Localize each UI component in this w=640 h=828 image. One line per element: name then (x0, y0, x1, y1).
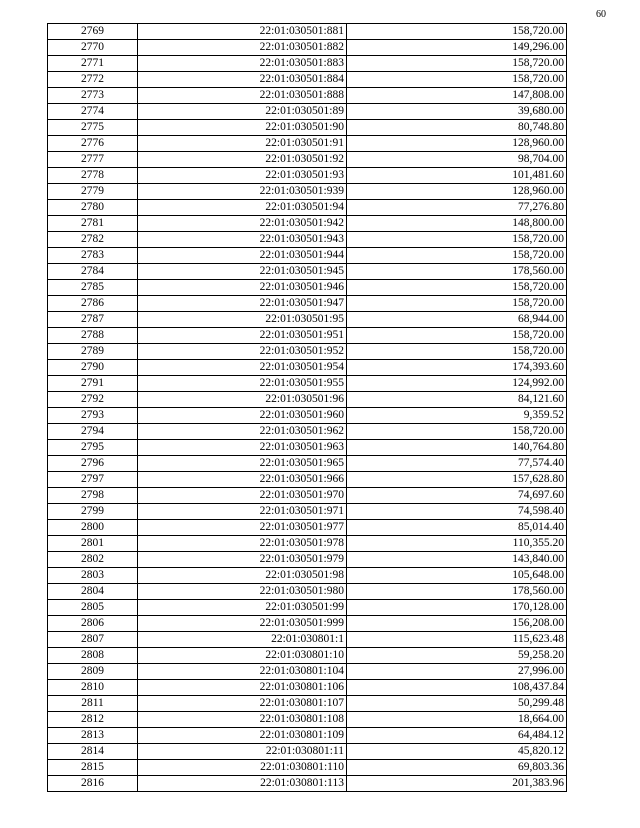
table-row (48, 360, 567, 376)
cadastral-number-cell: 22:01:030801:109 (138, 728, 347, 744)
value-cell: 178,560.00 (347, 584, 567, 600)
row-number-cell: 2805 (48, 600, 138, 616)
table-row (48, 56, 567, 72)
row-number-cell: 2780 (48, 200, 138, 216)
row-number-cell: 2795 (48, 440, 138, 456)
table-row (48, 648, 567, 664)
row-number-cell: 2799 (48, 504, 138, 520)
row-number-cell: 2782 (48, 232, 138, 248)
table-row (48, 424, 567, 440)
cadastral-number-cell: 22:01:030501:960 (138, 408, 347, 424)
row-number-cell: 2812 (48, 712, 138, 728)
table-row (48, 120, 567, 136)
row-number-cell: 2794 (48, 424, 138, 440)
value-cell: 80,748.80 (347, 120, 567, 136)
table-row (48, 744, 567, 760)
table-row (48, 600, 567, 616)
value-cell: 143,840.00 (347, 552, 567, 568)
table-row (48, 152, 567, 168)
cadastral-number-cell: 22:01:030501:96 (138, 392, 347, 408)
row-number-cell: 2770 (48, 40, 138, 56)
value-cell: 158,720.00 (347, 232, 567, 248)
cadastral-number-cell: 22:01:030501:952 (138, 344, 347, 360)
value-cell: 158,720.00 (347, 72, 567, 88)
row-number-cell: 2788 (48, 328, 138, 344)
value-cell: 77,574.40 (347, 456, 567, 472)
table-row (48, 296, 567, 312)
table-row (48, 136, 567, 152)
cadastral-number-cell: 22:01:030501:963 (138, 440, 347, 456)
cadastral-number-cell: 22:01:030501:883 (138, 56, 347, 72)
row-number-cell: 2776 (48, 136, 138, 152)
cadastral-number-cell: 22:01:030801:108 (138, 712, 347, 728)
row-number-cell: 2793 (48, 408, 138, 424)
value-cell: 98,704.00 (347, 152, 567, 168)
table-row (48, 584, 567, 600)
table-row (48, 40, 567, 56)
row-number-cell: 2785 (48, 280, 138, 296)
row-number-cell: 2800 (48, 520, 138, 536)
row-number-cell: 2816 (48, 776, 138, 792)
table-row (48, 216, 567, 232)
value-cell: 110,355.20 (347, 536, 567, 552)
table-row (48, 232, 567, 248)
table-row (48, 184, 567, 200)
row-number-cell: 2784 (48, 264, 138, 280)
cadastral-number-cell: 22:01:030801:10 (138, 648, 347, 664)
row-number-cell: 2802 (48, 552, 138, 568)
cadastral-number-cell: 22:01:030501:94 (138, 200, 347, 216)
cadastral-number-cell: 22:01:030501:942 (138, 216, 347, 232)
value-cell: 157,628.80 (347, 472, 567, 488)
value-cell: 108,437.84 (347, 680, 567, 696)
table-row (48, 408, 567, 424)
cadastral-number-cell: 22:01:030801:113 (138, 776, 347, 792)
table-row (48, 312, 567, 328)
value-cell: 158,720.00 (347, 344, 567, 360)
row-number-cell: 2790 (48, 360, 138, 376)
value-cell: 101,481.60 (347, 168, 567, 184)
value-cell: 85,014.40 (347, 520, 567, 536)
row-number-cell: 2791 (48, 376, 138, 392)
row-number-cell: 2779 (48, 184, 138, 200)
row-number-cell: 2798 (48, 488, 138, 504)
cadastral-number-cell: 22:01:030501:955 (138, 376, 347, 392)
value-cell: 158,720.00 (347, 56, 567, 72)
value-cell: 128,960.00 (347, 184, 567, 200)
cadastral-number-cell: 22:01:030501:93 (138, 168, 347, 184)
cadastral-number-cell: 22:01:030801:106 (138, 680, 347, 696)
value-cell: 158,720.00 (347, 24, 567, 40)
cadastral-number-cell: 22:01:030501:980 (138, 584, 347, 600)
cadastral-number-cell: 22:01:030501:90 (138, 120, 347, 136)
cadastral-number-cell: 22:01:030801:1 (138, 632, 347, 648)
cadastral-number-cell: 22:01:030501:965 (138, 456, 347, 472)
cadastral-number-cell: 22:01:030801:104 (138, 664, 347, 680)
cadastral-number-cell: 22:01:030501:884 (138, 72, 347, 88)
cadastral-number-cell: 22:01:030501:89 (138, 104, 347, 120)
table-row (48, 568, 567, 584)
cadastral-number-cell: 22:01:030501:881 (138, 24, 347, 40)
table-row (48, 472, 567, 488)
cadastral-number-cell: 22:01:030501:951 (138, 328, 347, 344)
row-number-cell: 2792 (48, 392, 138, 408)
table-row (48, 760, 567, 776)
value-cell: 201,383.96 (347, 776, 567, 792)
value-cell: 115,623.48 (347, 632, 567, 648)
table-row (48, 712, 567, 728)
cadastral-number-cell: 22:01:030501:95 (138, 312, 347, 328)
table-row (48, 392, 567, 408)
table-row (48, 88, 567, 104)
row-number-cell: 2777 (48, 152, 138, 168)
cadastral-number-cell: 22:01:030501:979 (138, 552, 347, 568)
cadastral-number-cell: 22:01:030501:944 (138, 248, 347, 264)
row-number-cell: 2796 (48, 456, 138, 472)
value-cell: 77,276.80 (347, 200, 567, 216)
cadastral-number-cell: 22:01:030501:945 (138, 264, 347, 280)
row-number-cell: 2789 (48, 344, 138, 360)
value-cell: 158,720.00 (347, 328, 567, 344)
value-cell: 69,803.36 (347, 760, 567, 776)
cadastral-number-cell: 22:01:030501:954 (138, 360, 347, 376)
value-cell: 158,720.00 (347, 424, 567, 440)
table-row (48, 456, 567, 472)
cadastral-number-cell: 22:01:030501:999 (138, 616, 347, 632)
value-cell: 158,720.00 (347, 280, 567, 296)
table-row (48, 776, 567, 792)
row-number-cell: 2797 (48, 472, 138, 488)
table-row (48, 664, 567, 680)
table-row (48, 168, 567, 184)
cadastral-value-table (47, 23, 567, 792)
value-cell: 158,720.00 (347, 296, 567, 312)
table-row (48, 488, 567, 504)
value-cell: 170,128.00 (347, 600, 567, 616)
cadastral-number-cell: 22:01:030501:977 (138, 520, 347, 536)
cadastral-number-cell: 22:01:030501:888 (138, 88, 347, 104)
value-cell: 74,598.40 (347, 504, 567, 520)
value-cell: 84,121.60 (347, 392, 567, 408)
row-number-cell: 2778 (48, 168, 138, 184)
row-number-cell: 2786 (48, 296, 138, 312)
row-number-cell: 2803 (48, 568, 138, 584)
table-row (48, 504, 567, 520)
row-number-cell: 2813 (48, 728, 138, 744)
cadastral-number-cell: 22:01:030501:966 (138, 472, 347, 488)
value-cell: 50,299.48 (347, 696, 567, 712)
table-row (48, 520, 567, 536)
value-cell: 128,960.00 (347, 136, 567, 152)
cadastral-number-cell: 22:01:030501:943 (138, 232, 347, 248)
cadastral-number-cell: 22:01:030501:946 (138, 280, 347, 296)
table-row (48, 376, 567, 392)
table-row (48, 104, 567, 120)
value-cell: 178,560.00 (347, 264, 567, 280)
row-number-cell: 2771 (48, 56, 138, 72)
cadastral-number-cell: 22:01:030501:882 (138, 40, 347, 56)
row-number-cell: 2815 (48, 760, 138, 776)
cadastral-number-cell: 22:01:030501:91 (138, 136, 347, 152)
row-number-cell: 2781 (48, 216, 138, 232)
row-number-cell: 2769 (48, 24, 138, 40)
value-cell: 9,359.52 (347, 408, 567, 424)
value-cell: 148,800.00 (347, 216, 567, 232)
cadastral-number-cell: 22:01:030501:92 (138, 152, 347, 168)
cadastral-number-cell: 22:01:030501:978 (138, 536, 347, 552)
table-row (48, 552, 567, 568)
table-row (48, 200, 567, 216)
cadastral-number-cell: 22:01:030501:962 (138, 424, 347, 440)
row-number-cell: 2801 (48, 536, 138, 552)
row-number-cell: 2783 (48, 248, 138, 264)
value-cell: 27,996.00 (347, 664, 567, 680)
table-row (48, 696, 567, 712)
table-row (48, 24, 567, 40)
value-cell: 105,648.00 (347, 568, 567, 584)
value-cell: 156,208.00 (347, 616, 567, 632)
cadastral-number-cell: 22:01:030501:970 (138, 488, 347, 504)
cadastral-number-cell: 22:01:030501:939 (138, 184, 347, 200)
row-number-cell: 2774 (48, 104, 138, 120)
row-number-cell: 2811 (48, 696, 138, 712)
value-cell: 149,296.00 (347, 40, 567, 56)
cadastral-number-cell: 22:01:030501:99 (138, 600, 347, 616)
row-number-cell: 2809 (48, 664, 138, 680)
row-number-cell: 2810 (48, 680, 138, 696)
cadastral-number-cell: 22:01:030501:98 (138, 568, 347, 584)
row-number-cell: 2808 (48, 648, 138, 664)
value-cell: 174,393.60 (347, 360, 567, 376)
value-cell: 147,808.00 (347, 88, 567, 104)
value-cell: 68,944.00 (347, 312, 567, 328)
table-row (48, 728, 567, 744)
table-row (48, 632, 567, 648)
row-number-cell: 2772 (48, 72, 138, 88)
value-cell: 158,720.00 (347, 248, 567, 264)
table-row (48, 328, 567, 344)
table-row (48, 536, 567, 552)
value-cell: 59,258.20 (347, 648, 567, 664)
cadastral-number-cell: 22:01:030501:971 (138, 504, 347, 520)
value-cell: 140,764.80 (347, 440, 567, 456)
table-row (48, 440, 567, 456)
value-cell: 64,484.12 (347, 728, 567, 744)
value-cell: 45,820.12 (347, 744, 567, 760)
cadastral-number-cell: 22:01:030501:947 (138, 296, 347, 312)
value-cell: 124,992.00 (347, 376, 567, 392)
cadastral-number-cell: 22:01:030801:11 (138, 744, 347, 760)
table-row (48, 344, 567, 360)
row-number-cell: 2775 (48, 120, 138, 136)
table-body (48, 24, 567, 792)
row-number-cell: 2807 (48, 632, 138, 648)
row-number-cell: 2806 (48, 616, 138, 632)
value-cell: 39,680.00 (347, 104, 567, 120)
cadastral-number-cell: 22:01:030801:110 (138, 760, 347, 776)
row-number-cell: 2773 (48, 88, 138, 104)
page-number: 60 (596, 9, 606, 20)
row-number-cell: 2804 (48, 584, 138, 600)
cadastral-number-cell: 22:01:030801:107 (138, 696, 347, 712)
table-row (48, 280, 567, 296)
table-row (48, 680, 567, 696)
table-row (48, 264, 567, 280)
row-number-cell: 2787 (48, 312, 138, 328)
value-cell: 74,697.60 (347, 488, 567, 504)
table-row (48, 616, 567, 632)
table-row (48, 72, 567, 88)
value-cell: 18,664.00 (347, 712, 567, 728)
table-row (48, 248, 567, 264)
row-number-cell: 2814 (48, 744, 138, 760)
